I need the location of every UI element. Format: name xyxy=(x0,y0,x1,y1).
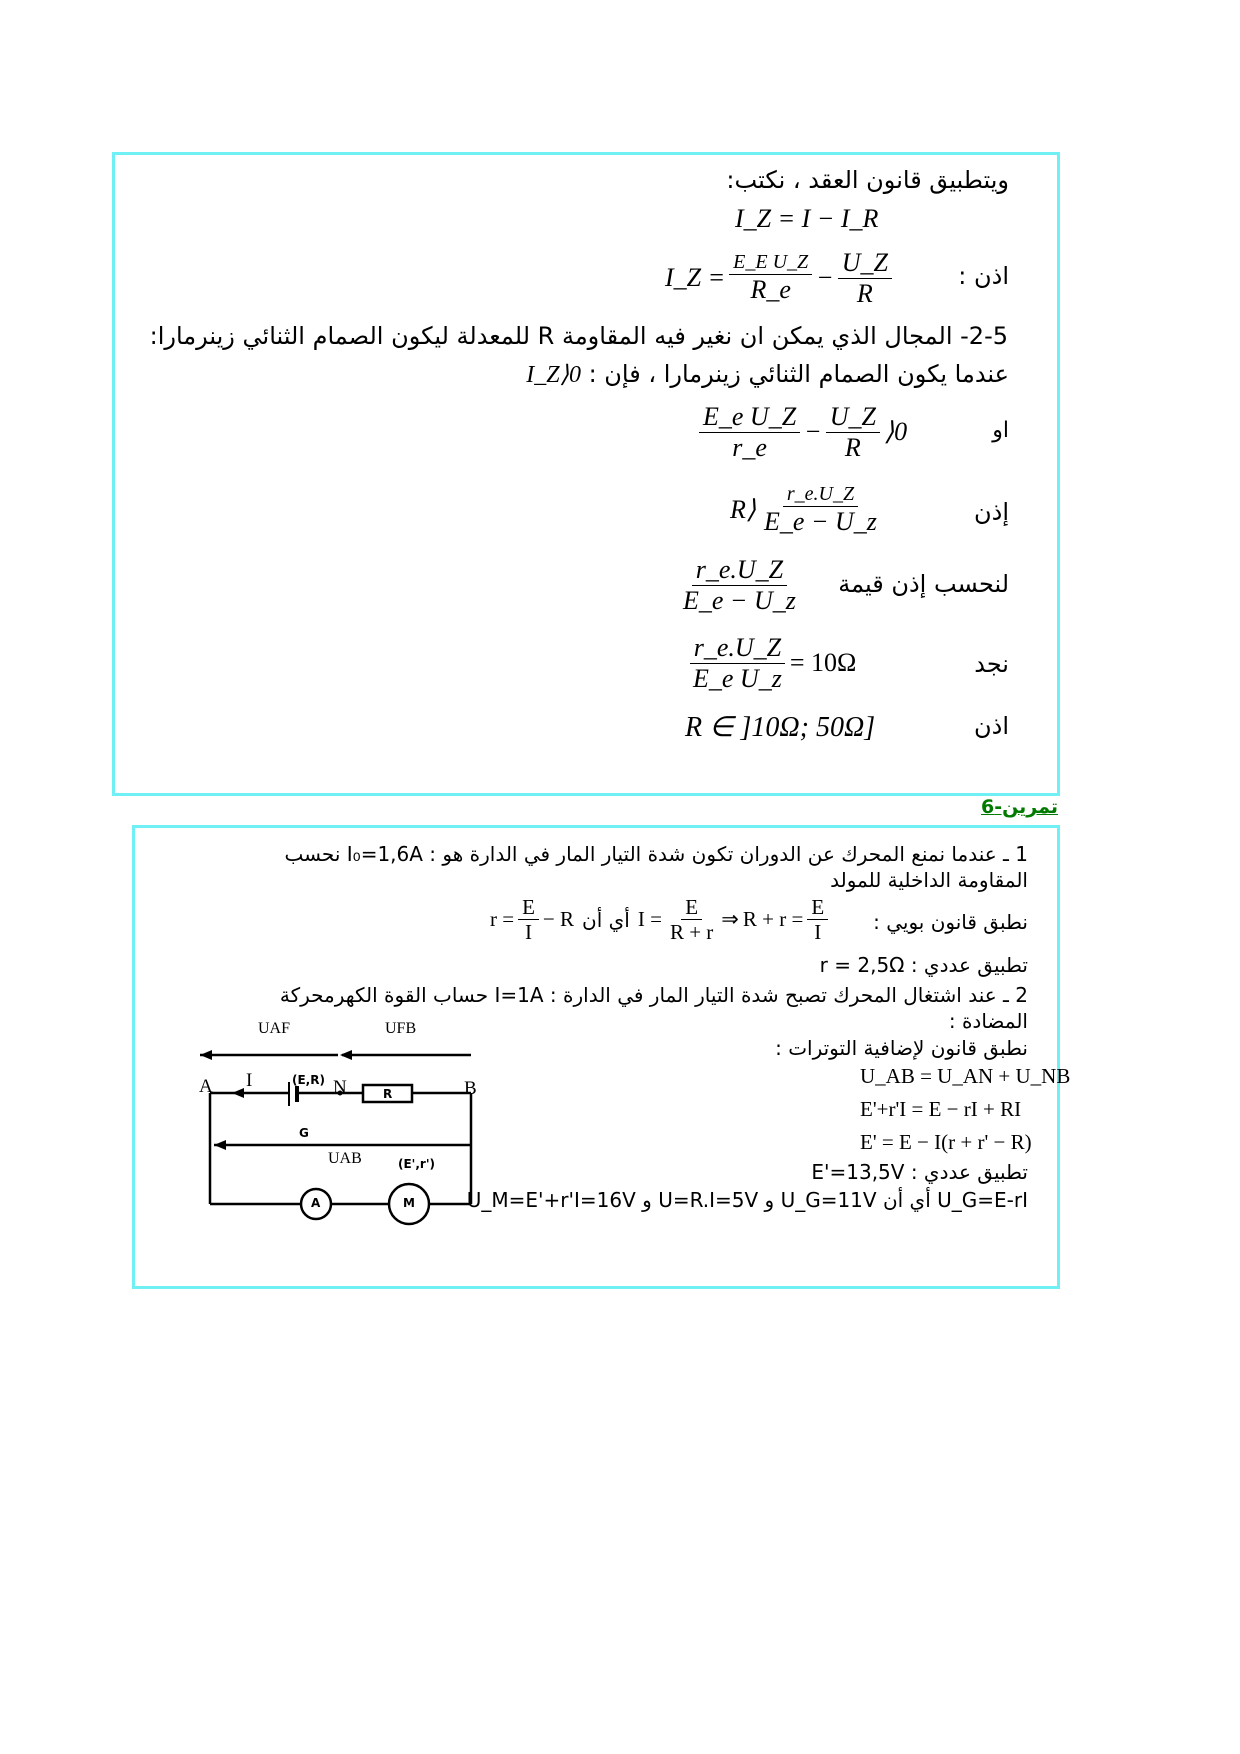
text-kirchhoff: ويتطبيق قانون العقد ، نكتب: xyxy=(726,166,1009,194)
denominator: E_e U_z xyxy=(693,663,782,693)
when-condition: I_Z⟩0 xyxy=(526,362,581,388)
ineq-r xyxy=(730,483,885,537)
fraction xyxy=(689,633,786,694)
text-aw: او xyxy=(992,418,1009,443)
label-g: G xyxy=(299,1126,309,1140)
label-uaf: UAF xyxy=(258,1020,291,1037)
eq-e-prime: E'+r'I = E − rI + RI xyxy=(860,1097,1022,1121)
fraction xyxy=(666,895,717,944)
node-b: B xyxy=(464,1078,477,1099)
circuit-wires xyxy=(0,0,520,1260)
exercise-6-title: تمرين-6 xyxy=(980,796,1058,818)
fraction xyxy=(826,402,880,463)
node-a: A xyxy=(199,1076,213,1097)
calc-fraction xyxy=(675,555,804,616)
ineq-1 xyxy=(695,402,907,463)
eq-voltages: U_AB = U_AN + U_NB xyxy=(860,1064,1071,1088)
denominator: R_e xyxy=(750,275,791,305)
fraction xyxy=(518,895,539,944)
resistor-label: R xyxy=(383,1087,393,1101)
result-value: = 10Ω xyxy=(789,648,857,678)
numerator: r_e.U_Z xyxy=(690,633,785,664)
text-idhan: اذن : xyxy=(958,262,1009,290)
label-generator: (E,R) xyxy=(292,1073,325,1087)
ay-an: أي أن xyxy=(582,907,630,932)
result-eq xyxy=(685,633,856,694)
text-idhan-3: اذن xyxy=(974,712,1009,740)
final-interval: R ∈ ]10Ω; 50Ω] xyxy=(685,712,876,743)
minus: − xyxy=(816,263,834,293)
numerator: E xyxy=(681,895,702,920)
f1-lhs: R + r = xyxy=(742,907,804,932)
ammeter-icon: A xyxy=(311,1196,321,1210)
fraction xyxy=(679,555,800,616)
ineq-rhs: ⟩0 xyxy=(883,417,908,447)
p2-line5: نطبق قانون لإضافية التوترات : xyxy=(775,1036,1028,1060)
text-najid: نجد xyxy=(974,650,1009,678)
p2-line3: 2 ـ عند اشتغال المحرك تصبح شدة التيار المار في الدارة : I=1A حساب القوة الكهرمحركة xyxy=(279,983,1028,1007)
eq-lhs: I_Z = xyxy=(665,263,726,293)
question-5-2: 2-5- المجال الذي يمكن ان نغير فيه المقاومة R للمعدلة ليكون الصمام الثنائي زينرمارا: xyxy=(149,322,1008,350)
node-n: N xyxy=(333,1077,347,1098)
numerator: U_Z xyxy=(826,402,880,433)
p2-line1: 1 ـ عندما نمنع المحرك عن الدوران تكون شدة التيار المار في الدارة هو : I₀=1,6A نحسب xyxy=(284,842,1028,866)
denominator: R xyxy=(856,278,873,308)
fraction xyxy=(699,402,800,463)
f3-rhs: − R xyxy=(542,907,575,932)
numerator: r_e.U_Z xyxy=(783,483,858,507)
label-current: I xyxy=(246,1070,253,1091)
fraction xyxy=(729,251,812,305)
text-calc: لنحسب إذن قيمة xyxy=(838,570,1009,598)
fraction xyxy=(760,483,881,537)
r-lhs: R⟩ xyxy=(730,494,757,524)
text-idhan-2: إذن xyxy=(974,498,1009,526)
final-voltages: U_G=E-rI أي أن U_G=11V و U=R.I=5V و U_M=E'+r'I=16V xyxy=(466,1188,1028,1212)
numeric-e-prime: تطبيق عددي : E'=13,5V xyxy=(811,1160,1028,1184)
pouillet-label: نطبق قانون بويي : xyxy=(873,910,1028,934)
denominator: E_e − U_z xyxy=(764,507,877,536)
fraction xyxy=(807,895,828,944)
denominator: R xyxy=(844,432,861,462)
pouillet-equations xyxy=(490,895,832,944)
label-ufb: UFB xyxy=(385,1020,417,1037)
label-uab: UAB xyxy=(328,1150,362,1167)
eq-e-prime-2: E' = E − I(r + r' − R) xyxy=(860,1130,1032,1154)
numerator: E_e U_Z xyxy=(699,402,800,433)
numerator: U_Z xyxy=(838,248,892,279)
text-when xyxy=(526,360,1009,389)
numerator: E xyxy=(807,895,828,920)
p2-line4: المضادة : xyxy=(948,1009,1028,1033)
label-motor-params: (E',r') xyxy=(398,1157,435,1171)
denominator: R + r xyxy=(669,920,714,945)
numerator: r_e.U_Z xyxy=(692,555,787,586)
p2-line2: المقاومة الداخلية للمولد xyxy=(830,868,1028,892)
denominator: I xyxy=(814,920,822,945)
denominator: I xyxy=(525,920,532,945)
fraction xyxy=(838,248,892,309)
f3-lhs: r = xyxy=(490,907,515,932)
denominator: E_e − U_z xyxy=(683,585,796,615)
f2-lhs: I = xyxy=(637,907,662,932)
implies: ⇒ xyxy=(721,907,739,932)
numerator: E xyxy=(518,895,539,920)
numerator: E_E U_Z xyxy=(729,251,812,275)
eq-iz-frac xyxy=(665,248,896,309)
minus: − xyxy=(804,417,822,447)
denominator: r_e xyxy=(732,432,767,462)
when-text: عندما يكون الصمام الثنائي زينرمارا ، فإن : xyxy=(588,360,1009,388)
eq-iz: I_Z = I − I_R xyxy=(735,204,879,233)
motor-icon: M xyxy=(403,1196,415,1210)
numeric-r: تطبيق عددي : r = 2,5Ω xyxy=(819,953,1028,977)
